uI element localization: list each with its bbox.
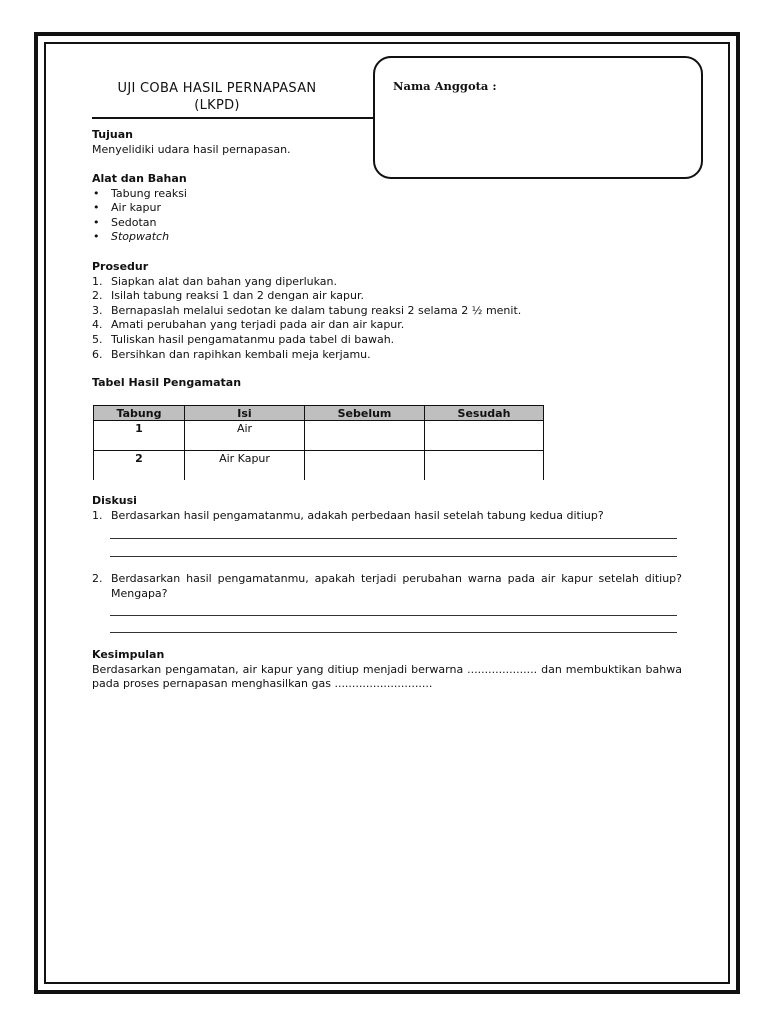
- list-item: • Air kapur: [92, 201, 682, 216]
- cell-sesudah[interactable]: [425, 451, 544, 481]
- list-item: [92, 275, 682, 290]
- step-number: 2.: [92, 289, 103, 303]
- step-text: Bernapaslah melalui sedotan ke dalam tabung reaksi 2 selama 2 ½ menit.: [111, 303, 522, 317]
- step-text: Amati perubahan yang terjadi pada air dan air kapur.: [111, 318, 405, 332]
- cell-tabung: 2: [94, 451, 185, 481]
- title-underline: [92, 117, 375, 119]
- list-item: [92, 318, 682, 333]
- step-text: Bersihkan dan rapihkan kembali meja kerjamu.: [111, 347, 371, 361]
- tujuan-heading: Tujuan: [92, 128, 133, 141]
- question-2: [92, 572, 682, 601]
- question-item: [92, 572, 682, 601]
- step-number: 5.: [92, 332, 103, 346]
- list-item: • Sedotan: [92, 216, 682, 231]
- answer-line[interactable]: [110, 615, 677, 616]
- alat-heading: Alat dan Bahan: [92, 172, 187, 185]
- section-prosedur: [92, 260, 682, 362]
- section-kesimpulan: [92, 648, 682, 692]
- table-row: [94, 421, 544, 451]
- question-number: 1.: [92, 508, 103, 522]
- step-number: 6.: [92, 347, 103, 361]
- column-header: Sesudah: [425, 406, 544, 421]
- section-diskusi: [92, 494, 682, 523]
- kesimpulan-text: Berdasarkan pengamatan, air kapur yang ditiup menjadi berwarna .................... dan membuktikan bahwa pada proses pernapasan menghasilkan gas ............................: [92, 662, 682, 691]
- cell-tabung: 1: [94, 421, 185, 451]
- group-members-box[interactable]: [373, 56, 703, 179]
- column-header: Tabung: [94, 406, 185, 421]
- worksheet-title: [92, 80, 342, 114]
- tujuan-text: Menyelidiki udara hasil pernapasan.: [92, 142, 291, 156]
- step-number: 4.: [92, 318, 103, 332]
- list-item: [92, 304, 682, 319]
- list-item: [92, 289, 682, 304]
- step-text: Tuliskan hasil pengamatanmu pada tabel di bawah.: [111, 332, 395, 346]
- step-text: Isilah tabung reaksi 1 dan 2 dengan air kapur.: [111, 289, 364, 303]
- step-number: 3.: [92, 303, 103, 317]
- diskusi-heading: Diskusi: [92, 494, 137, 507]
- answer-line[interactable]: [110, 556, 677, 557]
- table-row: [94, 451, 544, 481]
- list-item: • Stopwatch: [92, 230, 682, 245]
- title-line-1: UJI COBA HASIL PERNAPASAN: [117, 81, 317, 96]
- title-line-2: (LKPD): [194, 98, 240, 113]
- question-text: Berdasarkan hasil pengamatanmu, apakah terjadi perubahan warna pada air kapur setelah ditiup? Mengapa?: [111, 572, 682, 600]
- answer-line[interactable]: [110, 538, 677, 539]
- section-alat-bahan: [92, 172, 682, 245]
- cell-sesudah[interactable]: [425, 421, 544, 451]
- section-tujuan: [92, 128, 682, 157]
- column-header: Sebelum: [305, 406, 425, 421]
- observation-table: [93, 405, 544, 480]
- list-item: • Tabung reaksi: [92, 187, 682, 202]
- cell-sebelum[interactable]: [305, 451, 425, 481]
- step-number: 1.: [92, 274, 103, 288]
- cell-isi: Air: [185, 421, 305, 451]
- kesimpulan-heading: Kesimpulan: [92, 648, 165, 661]
- question-item: [92, 509, 682, 524]
- answer-line[interactable]: [110, 632, 677, 633]
- cell-isi: Air Kapur: [185, 451, 305, 481]
- table-heading: Tabel Hasil Pengamatan: [92, 376, 242, 389]
- step-text: Siapkan alat dan bahan yang diperlukan.: [111, 274, 338, 288]
- question-text: Berdasarkan hasil pengamatanmu, adakah perbedaan hasil setelah tabung kedua ditiup?: [111, 508, 604, 522]
- prosedur-heading: Prosedur: [92, 260, 149, 273]
- list-item: [92, 348, 682, 363]
- cell-sebelum[interactable]: [305, 421, 425, 451]
- column-header: Isi: [185, 406, 305, 421]
- group-members-label: Nama Anggota :: [393, 79, 497, 93]
- question-number: 2.: [92, 572, 103, 585]
- list-item: [92, 333, 682, 348]
